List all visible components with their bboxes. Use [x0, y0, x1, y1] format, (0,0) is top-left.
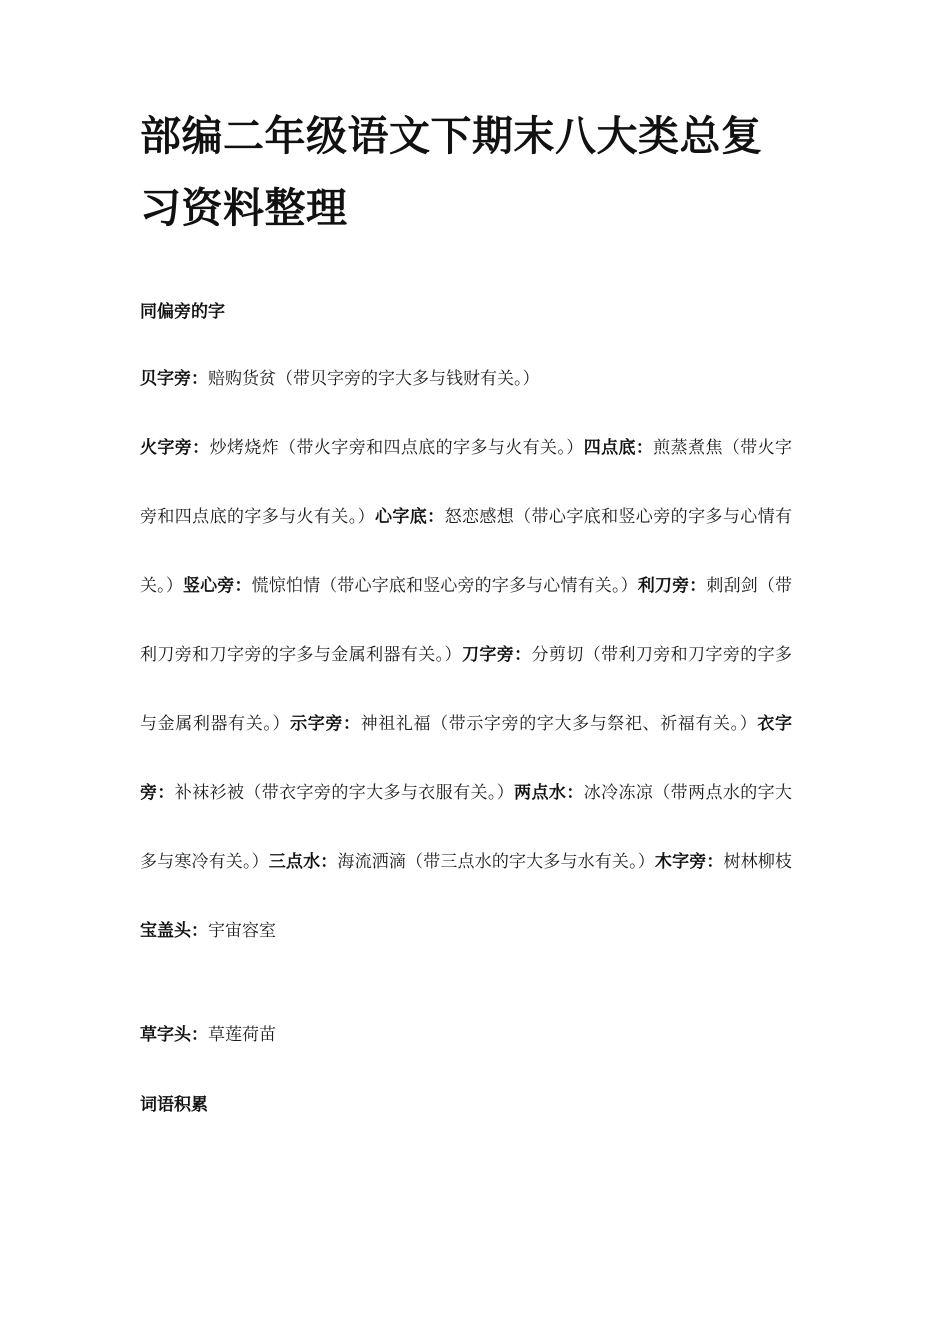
document-title: 部编二年级语文下期末八大类总复习资料整理 [140, 112, 763, 232]
radical-examples: 树林柳枝 [723, 852, 793, 872]
radical-examples: 分剪切（带利刀旁和刀字旁的字多与金属利器有关。） [140, 645, 793, 734]
radical-label: 示字旁： [290, 714, 361, 734]
radical-examples: 煎蒸煮焦（带火字旁和四点底的字多与火有关。） [140, 438, 793, 527]
radical-label: 两点水： [514, 783, 584, 803]
radical-label: 草字头： [140, 1025, 208, 1045]
radical-examples: 冰冷冻凉（带两点水的字大多与寒冷有关。） [140, 783, 793, 872]
radical-label: 竖心旁： [182, 576, 252, 596]
radical-examples: 慌惊怕情（带心字底和竖心旁的字多与心情有关。） [251, 576, 638, 596]
radical-label: 心字底： [375, 507, 445, 527]
radical-examples: 神祖礼福（带示字旁的字大多与祭祀、祈福有关。） [360, 714, 758, 734]
radical-label: 木字旁： [654, 852, 724, 872]
radical-label: 衣字旁： [140, 714, 793, 803]
radical-list-paragraph [140, 414, 792, 966]
section-heading-radicals: 同偏旁的字 [140, 302, 225, 322]
radical-examples: 海流洒滴（带三点水的字大多与水有关。） [337, 852, 655, 872]
section-heading-vocabulary: 词语积累 [140, 1095, 208, 1115]
radical-examples: 宇宙容室 [208, 921, 276, 941]
radical-examples: 草莲荷苗 [208, 1025, 276, 1045]
radical-examples: 补袜衫被（带衣字旁的字大多与衣服有关。） [174, 783, 515, 803]
radical-examples: 刺刮剑（带利刀旁和刀字旁的字多与金属利器有关。） [140, 576, 793, 665]
radical-label: 三点水： [268, 852, 338, 872]
radical-label: 利刀旁： [637, 576, 707, 596]
radical-label: 宝盖头： [140, 921, 208, 941]
radical-label: 贝字旁： [140, 369, 208, 389]
radical-examples: 怒恋感想（带心字底和竖心旁的字多与心情有关。） [140, 507, 793, 596]
radical-examples: 赔购货贫（带贝字旁的字大多与钱财有关。） [208, 369, 540, 389]
radical-extra-line [140, 1023, 276, 1047]
radical-label: 四点底： [583, 438, 654, 458]
radical-examples: 炒烤烧炸（带火字旁和四点底的字多与火有关。） [209, 438, 584, 458]
radical-list-paragraph [140, 345, 792, 414]
radical-label: 刀字旁： [461, 645, 532, 665]
radical-label: 火字旁： [140, 438, 210, 458]
